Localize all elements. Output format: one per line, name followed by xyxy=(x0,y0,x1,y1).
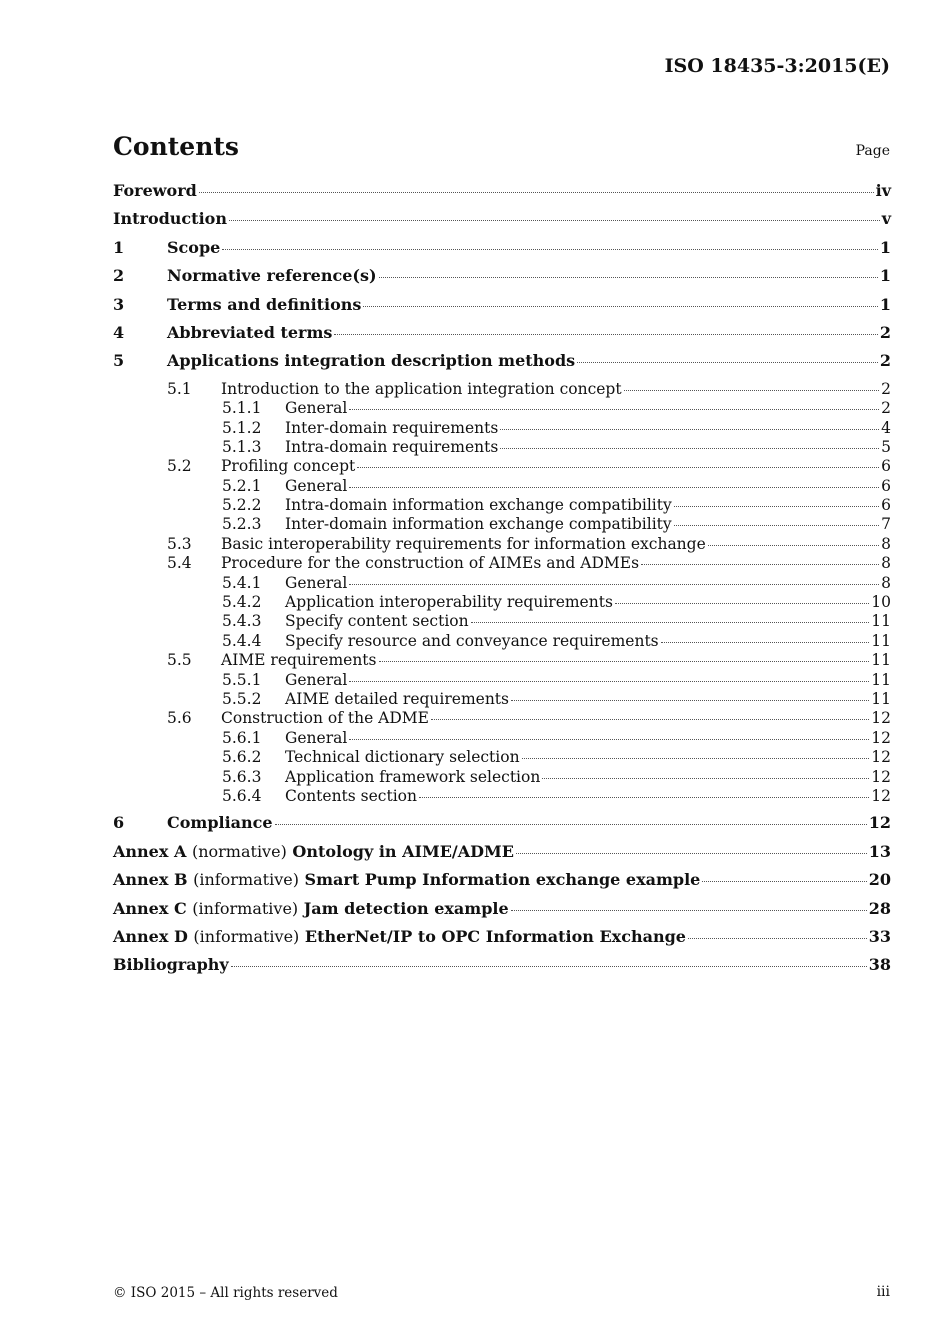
toc-entry-number: 5.1.1 xyxy=(222,399,262,418)
toc-entry[interactable] xyxy=(113,209,891,237)
toc-entry[interactable] xyxy=(113,266,891,294)
toc-entry-number: 4 xyxy=(113,322,125,342)
toc-entry-number: 2 xyxy=(113,266,125,286)
toc-entry-title: Specify content section xyxy=(285,612,469,631)
toc-entry[interactable] xyxy=(113,927,891,955)
dot-leader xyxy=(615,603,869,604)
toc-entry[interactable] xyxy=(113,813,891,841)
annex-kind: (normative) xyxy=(191,841,287,861)
toc-entry-page: 2 xyxy=(881,379,891,398)
toc-entry-page: 6 xyxy=(881,476,891,495)
toc-entry[interactable] xyxy=(113,729,891,748)
toc-entry-number: 5.1.2 xyxy=(222,418,262,437)
toc-entry-title: General xyxy=(285,573,348,592)
toc-entry-number: 5.4.1 xyxy=(222,573,262,592)
dot-leader xyxy=(500,429,879,430)
toc-entry-title: General xyxy=(285,399,348,418)
dot-leader xyxy=(674,525,879,526)
annex-label: Annex C xyxy=(113,898,187,918)
toc-entry-title: Construction of the ADME xyxy=(221,709,429,728)
footer-copyright: © ISO 2015 – All rights reserved xyxy=(113,1285,338,1301)
annex-label: Annex A xyxy=(113,841,187,861)
dot-leader xyxy=(511,910,867,911)
dot-leader xyxy=(661,642,870,643)
toc-entry[interactable] xyxy=(113,574,891,593)
toc-entry-number: 5.4 xyxy=(167,554,192,573)
toc-entry-page: 12 xyxy=(871,728,891,747)
toc-entry[interactable] xyxy=(113,955,891,983)
toc-entry-number: 5.6.2 xyxy=(222,748,262,767)
toc-entry[interactable] xyxy=(113,496,891,515)
dot-leader xyxy=(349,584,879,585)
contents-heading: Contents xyxy=(113,132,240,161)
dot-leader xyxy=(674,506,879,507)
toc-entry[interactable] xyxy=(113,612,891,631)
toc-entry-number: 5.1.3 xyxy=(222,437,262,456)
toc-entry-page: 20 xyxy=(868,870,891,890)
toc-entry-page: 1 xyxy=(879,237,891,257)
toc-entry[interactable] xyxy=(113,238,891,266)
annex-title: Ontology in AIME/ADME xyxy=(292,841,514,861)
toc-entry-title: AIME requirements xyxy=(221,651,377,670)
toc-entry[interactable] xyxy=(113,870,891,898)
toc-entry-page: 12 xyxy=(868,813,891,833)
dot-leader xyxy=(641,564,879,565)
dot-leader xyxy=(229,220,880,221)
toc-entry-page: 12 xyxy=(871,767,891,786)
toc-entry-page: 7 xyxy=(881,515,891,534)
toc-entry-title: Intra-domain requirements xyxy=(285,437,499,456)
toc-entry-page: 10 xyxy=(871,593,891,612)
toc-entry-title: Scope xyxy=(167,237,221,257)
dot-leader xyxy=(471,622,870,623)
toc-entry[interactable] xyxy=(113,380,891,399)
dot-leader xyxy=(349,681,869,682)
toc-entry[interactable] xyxy=(113,515,891,534)
toc-entry-number: 5.1 xyxy=(167,379,192,398)
toc-entry-title: Inter-domain requirements xyxy=(285,418,499,437)
toc-entry-number: 5.5.1 xyxy=(222,670,262,689)
toc-entry-page: 12 xyxy=(871,709,891,728)
toc-entry-title: Compliance xyxy=(167,813,273,833)
dot-leader xyxy=(419,797,869,798)
toc-entry[interactable] xyxy=(113,399,891,418)
toc-entry-title: Application framework selection xyxy=(285,767,541,786)
toc-entry-number: 5.6.4 xyxy=(222,786,262,805)
toc-entry-number: 5.4.2 xyxy=(222,593,262,612)
toc-entry-title xyxy=(113,899,509,918)
toc-entry[interactable] xyxy=(113,457,891,476)
toc-entry-page: 1 xyxy=(879,266,891,286)
annex-kind: (informative) xyxy=(193,926,300,946)
toc-entry-page: v xyxy=(881,209,891,229)
toc-entry[interactable] xyxy=(113,535,891,554)
dot-leader xyxy=(500,448,879,449)
dot-leader xyxy=(363,306,877,307)
toc-entry[interactable] xyxy=(113,181,891,209)
toc-entry-title: Applications integration description methods xyxy=(167,351,576,371)
toc-entry-number: 5.4.3 xyxy=(222,612,262,631)
toc-entry-page: 8 xyxy=(881,554,891,573)
toc-entry-number: 5.6.1 xyxy=(222,728,262,747)
toc-entry-page: 8 xyxy=(881,573,891,592)
toc-entry[interactable] xyxy=(113,438,891,457)
dot-leader xyxy=(231,966,867,967)
dot-leader xyxy=(624,390,880,391)
toc-entry[interactable] xyxy=(113,651,891,670)
toc-entry-title: AIME detailed requirements xyxy=(285,689,509,708)
dot-leader xyxy=(275,824,867,825)
toc-entry-page: 5 xyxy=(881,437,891,456)
toc-entry-page: 11 xyxy=(871,631,891,650)
toc-entry-number: 3 xyxy=(113,294,125,314)
toc-entry-number: 5.4.4 xyxy=(222,631,262,650)
toc-entry-page: 11 xyxy=(871,689,891,708)
toc-entry[interactable] xyxy=(113,768,891,787)
toc-entry-title: General xyxy=(285,670,348,689)
annex-kind: (informative) xyxy=(192,898,299,918)
dot-leader xyxy=(702,881,866,882)
dot-leader xyxy=(431,719,869,720)
annex-title: Jam detection example xyxy=(303,898,509,918)
toc-entry-page: 11 xyxy=(871,670,891,689)
toc-entry[interactable] xyxy=(113,690,891,709)
dot-leader xyxy=(349,409,879,410)
dot-leader xyxy=(379,277,878,278)
toc-entry-title: Normative reference(s) xyxy=(167,266,377,286)
toc-entry-title: Inter-domain information exchange compatibility xyxy=(285,515,672,534)
toc-entry-page: 2 xyxy=(879,351,891,371)
toc-entry-number: 5.2.1 xyxy=(222,476,262,495)
toc-entry-title: Foreword xyxy=(113,181,197,200)
dot-leader xyxy=(516,853,867,854)
toc-entry-number: 5.6 xyxy=(167,709,192,728)
dot-leader xyxy=(349,739,869,740)
annex-kind: (informative) xyxy=(193,870,299,890)
toc-entry-title xyxy=(113,842,514,861)
toc-entry-title xyxy=(113,927,686,946)
dot-leader xyxy=(334,334,877,335)
toc-entry[interactable] xyxy=(113,709,891,728)
document-id: ISO 18435-3:2015(E) xyxy=(664,55,890,77)
dot-leader xyxy=(222,249,878,250)
toc-entry[interactable] xyxy=(113,842,891,870)
toc-entry[interactable] xyxy=(113,351,891,379)
toc-entry-title: Bibliography xyxy=(113,955,229,975)
toc-entry[interactable] xyxy=(113,899,891,927)
toc-entry-title: Profiling concept xyxy=(221,457,356,476)
toc-entry[interactable] xyxy=(113,295,891,323)
toc-entry-page: 1 xyxy=(879,294,891,314)
toc-entry-page: 12 xyxy=(871,786,891,805)
dot-leader xyxy=(349,487,879,488)
page-column-label: Page xyxy=(855,143,890,159)
annex-label: Annex B xyxy=(113,870,188,890)
annex-label: Annex D xyxy=(113,926,188,946)
toc-entry[interactable] xyxy=(113,787,891,806)
toc-entry[interactable] xyxy=(113,419,891,438)
toc-entry[interactable] xyxy=(113,632,891,651)
toc-entry-title: General xyxy=(285,728,348,747)
dot-leader xyxy=(577,362,878,363)
toc-entry-page: 6 xyxy=(881,496,891,515)
toc-entry-page: 13 xyxy=(868,841,891,861)
toc-entry-page: 12 xyxy=(871,748,891,767)
toc-entry-title: Basic interoperability requirements for information exchange xyxy=(221,534,706,553)
dot-leader xyxy=(542,778,869,779)
toc-entry-title xyxy=(113,870,700,889)
toc-entry-page: 8 xyxy=(881,534,891,553)
dot-leader xyxy=(511,700,869,701)
toc-entry-number: 5.5.2 xyxy=(222,689,262,708)
dot-leader xyxy=(522,758,870,759)
toc-entry-title: General xyxy=(285,476,348,495)
toc-entry-number: 5.6.3 xyxy=(222,767,262,786)
toc-entry-page: 11 xyxy=(871,612,891,631)
toc-entry[interactable] xyxy=(113,748,891,767)
toc-entry-title: Procedure for the construction of AIMEs and ADMEs xyxy=(221,554,640,573)
toc-entry-title: Intra-domain information exchange compatibility xyxy=(285,496,672,515)
toc-entry[interactable] xyxy=(113,593,891,612)
toc-entry-title: Terms and definitions xyxy=(167,294,362,314)
toc-entry-title: Technical dictionary selection xyxy=(285,748,520,767)
toc-entry-title: Introduction to the application integration concept xyxy=(221,379,622,398)
toc-entry-number: 5.3 xyxy=(167,534,192,553)
toc-entry-title: Application interoperability requirements xyxy=(285,593,613,612)
annex-title: EtherNet/IP to OPC Information Exchange xyxy=(304,926,686,946)
dot-leader xyxy=(357,467,879,468)
toc-entry-number: 1 xyxy=(113,237,125,257)
table-of-contents xyxy=(113,181,891,984)
toc-entry-page: 4 xyxy=(881,418,891,437)
toc-entry[interactable] xyxy=(113,554,891,573)
toc-entry-number: 5.2 xyxy=(167,457,192,476)
toc-entry-page: 2 xyxy=(879,322,891,342)
toc-entry[interactable] xyxy=(113,323,891,351)
dot-leader xyxy=(708,545,879,546)
toc-entry-page: 38 xyxy=(868,955,891,975)
toc-entry-number: 5.5 xyxy=(167,651,192,670)
toc-entry-page: iv xyxy=(875,181,891,200)
dot-leader xyxy=(379,661,870,662)
toc-entry-number: 5.2.2 xyxy=(222,496,262,515)
toc-entry-title: Introduction xyxy=(113,209,227,229)
toc-entry[interactable] xyxy=(113,477,891,496)
dot-leader xyxy=(199,192,874,193)
toc-entry-title: Specify resource and conveyance requirements xyxy=(285,631,659,650)
toc-entry-number: 6 xyxy=(113,813,125,833)
toc-entry-title: Contents section xyxy=(285,786,417,805)
toc-entry-page: 11 xyxy=(871,651,891,670)
toc-entry[interactable] xyxy=(113,671,891,690)
annex-title: Smart Pump Information exchange example xyxy=(304,870,701,890)
toc-entry-page: 2 xyxy=(881,399,891,418)
dot-leader xyxy=(688,938,867,939)
toc-entry-page: 6 xyxy=(881,457,891,476)
toc-entry-number: 5 xyxy=(113,351,125,371)
toc-entry-number: 5.2.3 xyxy=(222,515,262,534)
footer-page-number: iii xyxy=(876,1284,890,1300)
toc-entry-page: 28 xyxy=(868,898,891,918)
toc-entry-title: Abbreviated terms xyxy=(167,322,333,342)
toc-entry-page: 33 xyxy=(868,926,891,946)
